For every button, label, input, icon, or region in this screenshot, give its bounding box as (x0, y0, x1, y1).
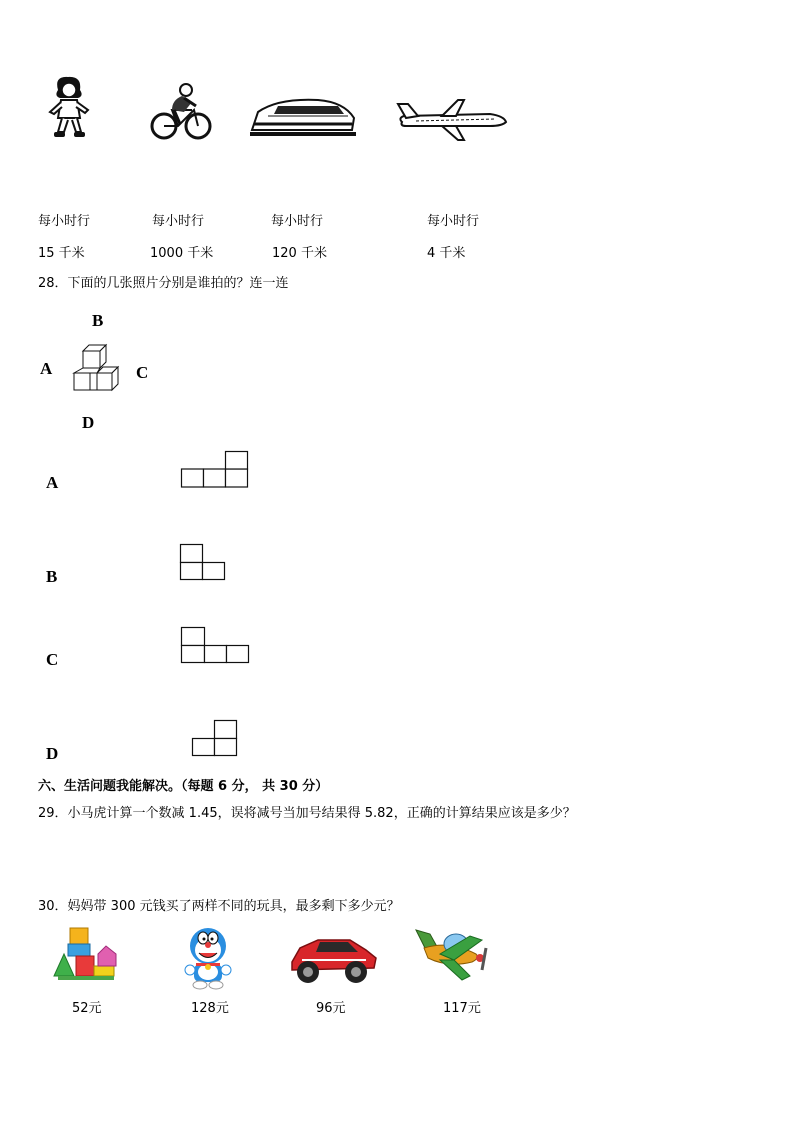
building-blocks-icon (50, 926, 122, 982)
view-label-b: B (46, 567, 58, 586)
speed-label-4: 每小时行 (427, 214, 480, 229)
speed-label-1: 每小时行 (38, 214, 91, 229)
view-b-grid (180, 544, 230, 584)
cube-label-top: B (92, 311, 104, 330)
cube-stack-figure (72, 344, 120, 398)
question-29: 29．小马虎计算一个数减 1.45，误将减号当加号结果得 5.82，正确的计算结果应该是多少？ (38, 806, 576, 821)
speed-value-3: 120 千米 (272, 246, 327, 261)
train-icon (248, 94, 358, 138)
toy-price-2: 128元 (191, 1001, 229, 1016)
section-6-title: 六、生活问题我能解决。（每题 6 分， 共 30 分） (38, 779, 329, 794)
view-label-a: A (46, 473, 59, 492)
view-label-c: C (46, 650, 59, 669)
question-30: 30．妈妈带 300 元钱买了两样不同的玩具，最多剩下多少元？ (38, 899, 400, 914)
girl-walking-icon (44, 74, 94, 140)
view-a-grid (181, 451, 251, 491)
toy-plane-icon (410, 924, 492, 984)
view-c-grid (181, 627, 253, 667)
view-d-grid (192, 720, 242, 760)
speed-value-4: 4 千米 (427, 246, 466, 261)
view-label-d: D (46, 744, 59, 763)
toy-price-3: 96元 (316, 1001, 346, 1016)
question-28: 28．下面的几张照片分别是谁拍的？连一连 (38, 276, 289, 291)
speed-label-3: 每小时行 (271, 214, 324, 229)
toy-price-4: 117元 (443, 1001, 481, 1016)
cyclist-icon (148, 80, 212, 142)
cube-label-left: A (40, 359, 53, 378)
toy-car-icon (286, 930, 380, 986)
doraemon-icon (182, 926, 234, 990)
toy-price-1: 52元 (72, 1001, 102, 1016)
speed-label-2: 每小时行 (152, 214, 205, 229)
cube-label-right: C (136, 363, 149, 382)
speed-value-1: 15 千米 (38, 246, 85, 261)
airplane-icon (394, 98, 508, 142)
cube-label-bottom: D (82, 413, 95, 432)
speed-value-2: 1000 千米 (150, 246, 214, 261)
